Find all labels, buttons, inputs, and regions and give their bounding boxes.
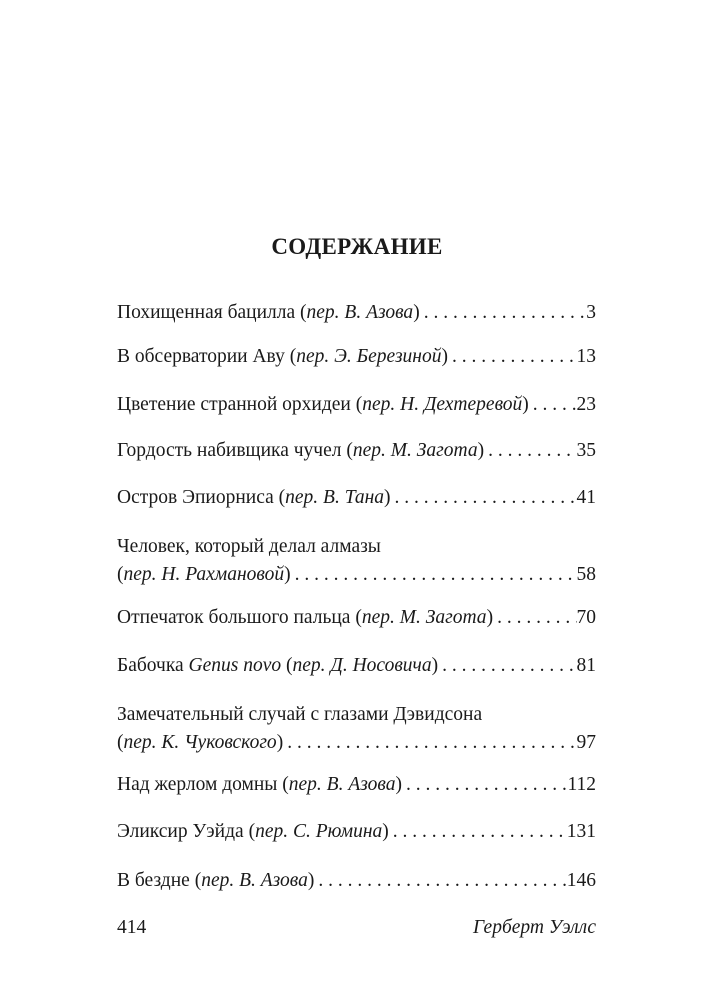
table-of-contents bbox=[117, 0, 596, 1000]
entry-translator: пер. В. Тана bbox=[285, 487, 385, 508]
entry-page-number: 35 bbox=[576, 440, 596, 461]
entry-title: Остров Эпиорниса bbox=[117, 487, 274, 508]
toc-entry[interactable]: В обсерватории Аву (пер. Э. Березиной) . . . 13 bbox=[117, 343, 596, 371]
leader-dots bbox=[291, 561, 577, 589]
entry-title: Отпечаток большого пальца bbox=[117, 607, 351, 628]
leader-dots bbox=[529, 391, 577, 419]
footer-page-number: 414 bbox=[117, 917, 147, 938]
toc-entry[interactable]: Похищенная бацилла (пер. В. Азова) . . . 3 bbox=[117, 299, 596, 327]
entry-title: В бездне bbox=[117, 870, 190, 891]
page-title: СОДЕРЖАНИЕ bbox=[271, 234, 443, 259]
entry-page-number: 58 bbox=[576, 564, 596, 585]
entry-title-italic: Genus novo bbox=[188, 655, 282, 676]
leader-dots bbox=[314, 867, 566, 895]
toc-entry[interactable]: Бабочка Genus novo (пер. Д. Носовича) . . . 81 bbox=[117, 652, 596, 680]
entry-translator: пер. Э. Березиной bbox=[296, 346, 442, 367]
toc-entry[interactable]: В бездне (пер. В. Азова) . . . 146 bbox=[117, 867, 596, 895]
entry-title: Над жерлом домны bbox=[117, 774, 278, 795]
leader-dots bbox=[402, 771, 568, 799]
entry-page-number: 97 bbox=[576, 732, 596, 753]
toc-entry[interactable]: Эликсир Уэйда (пер. С. Рюмина) . . . 131 bbox=[117, 818, 596, 846]
entry-title: Человек, который делал алмазы bbox=[117, 536, 381, 557]
entry-page-number: 146 bbox=[566, 870, 596, 891]
entry-page-number: 112 bbox=[567, 774, 596, 795]
entry-page-number: 23 bbox=[576, 394, 596, 415]
entry-title: Похищенная бацилла bbox=[117, 302, 296, 323]
toc-entry[interactable]: Отпечаток большого пальца (пер. М. Загота) . . . 70 bbox=[117, 604, 596, 632]
entry-translator: пер. В. Азова bbox=[201, 870, 308, 891]
entry-translator: пер. В. Азова bbox=[306, 302, 414, 323]
entry-page-number: 70 bbox=[576, 607, 596, 628]
entry-translator: пер. В. Азова bbox=[288, 774, 396, 795]
entry-translator: пер. Н. Рахмановой bbox=[123, 564, 285, 585]
entry-translator: пер. Н. Дехтеревой bbox=[362, 394, 523, 415]
leader-dots bbox=[484, 437, 576, 465]
leader-dots bbox=[391, 484, 577, 512]
toc-entry[interactable]: Цветение странной орхидеи (пер. Н. Дехтеревой) . . . 23 bbox=[117, 391, 596, 419]
entry-title: Цветение странной орхидеи bbox=[117, 394, 351, 415]
leader-dots bbox=[448, 343, 577, 371]
toc-entry[interactable]: Остров Эпиорниса (пер. В. Тана) . . . 41 bbox=[117, 484, 596, 512]
entry-page-number: 3 bbox=[586, 302, 596, 323]
entry-title: В обсерватории Аву bbox=[117, 346, 285, 367]
entry-title: Эликсир Уэйда bbox=[117, 821, 244, 842]
entry-title: Замечательный случай с глазами Дэвидсона bbox=[117, 704, 483, 725]
toc-entry[interactable]: Человек, который делал алмазы (пер. Н. Рахмановой) . . . 58 bbox=[117, 533, 596, 589]
entry-translator: пер. М. Загота bbox=[361, 607, 487, 628]
entry-title: Бабочка bbox=[117, 655, 184, 676]
leader-dots bbox=[389, 818, 567, 846]
entry-page-number: 41 bbox=[576, 487, 596, 508]
entry-page-number: 131 bbox=[566, 821, 596, 842]
toc-entry[interactable]: Замечательный случай с глазами Дэвидсона (пер. К. Чуковского) . . . 97 bbox=[117, 701, 596, 757]
entry-translator: пер. М. Загота bbox=[352, 440, 478, 461]
entry-translator: пер. К. Чуковского bbox=[123, 732, 277, 753]
leader-dots bbox=[438, 652, 576, 680]
footer-running-title: Герберт Уэллс bbox=[473, 917, 596, 938]
entry-title: Гордость набивщика чучел bbox=[117, 440, 342, 461]
leader-dots bbox=[283, 729, 576, 757]
leader-dots bbox=[493, 604, 576, 632]
leader-dots bbox=[420, 299, 587, 327]
entry-page-number: 13 bbox=[576, 346, 596, 367]
entry-translator: пер. Д. Носовича bbox=[292, 655, 432, 676]
toc-entry[interactable]: Над жерлом домны (пер. В. Азова) . . . 112 bbox=[117, 771, 596, 799]
entry-translator: пер. С. Рюмина bbox=[255, 821, 383, 842]
toc-entry[interactable]: Гордость набивщика чучел (пер. М. Загота) . . . 35 bbox=[117, 437, 596, 465]
entry-page-number: 81 bbox=[576, 655, 596, 676]
